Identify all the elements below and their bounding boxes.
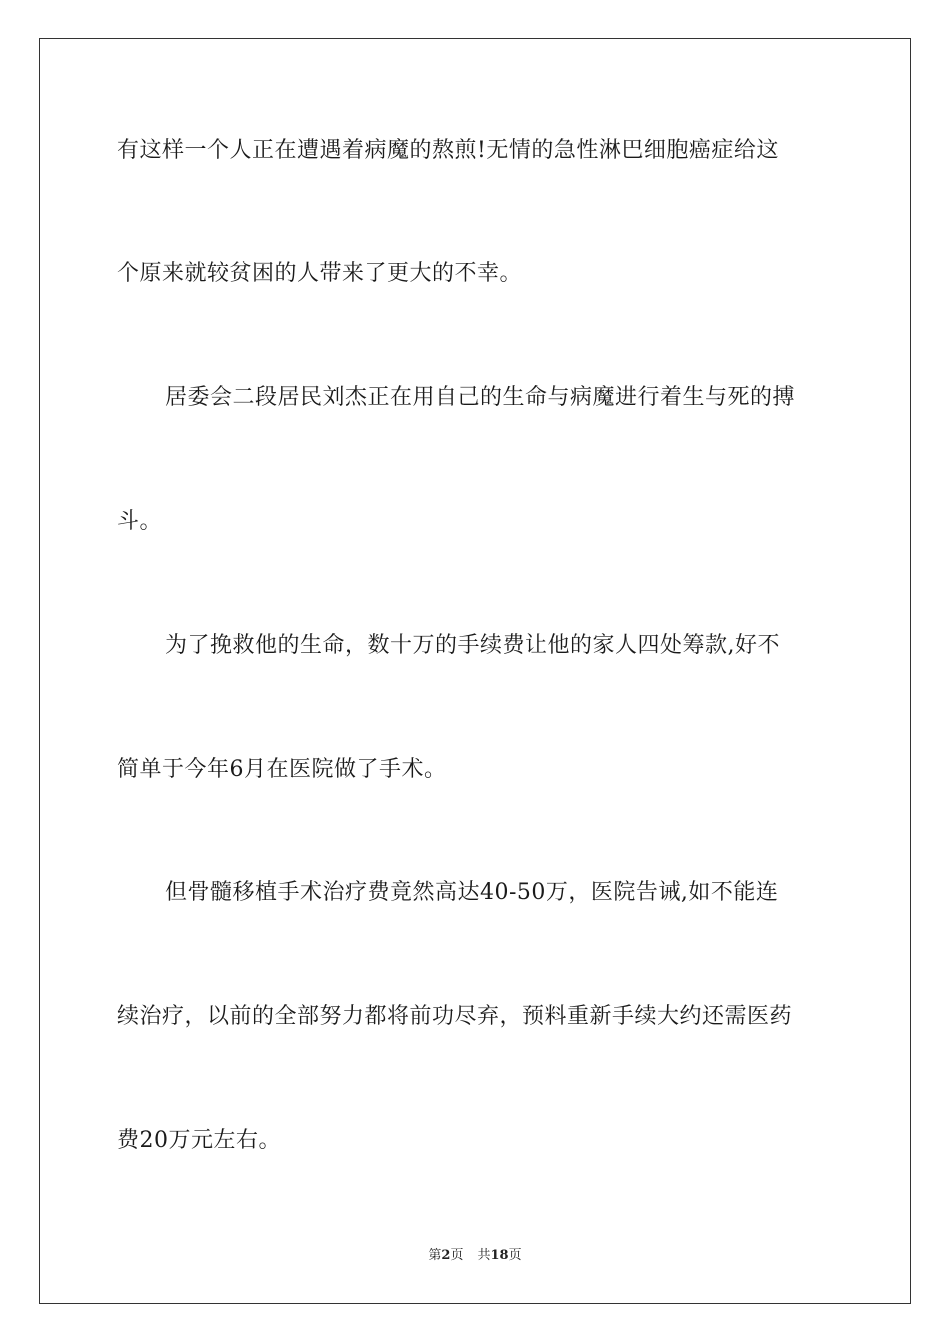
page-prefix: 第 xyxy=(428,1248,442,1263)
paragraph-1-line-1: 有这样一个人正在遭遇着病魔的熬煎!无情的急性淋巴细胞癌症给这 xyxy=(117,138,779,163)
paragraph-3-line-2: 简单于今年6月在医院做了手术。 xyxy=(117,757,447,782)
paragraph-2-line-1: 居委会二段居民刘杰正在用自己的生命与病魔进行着生与死的搏 xyxy=(165,385,796,410)
paragraph-3-line-1: 为了挽救他的生命，数十万的手续费让他的家人四处筹款,好不 xyxy=(165,633,780,658)
paragraph-4-line-1: 但骨髓移植手术治疗费竟然高达40-50万，医院告诫,如不能连 xyxy=(165,880,779,905)
page-number: 2 xyxy=(441,1248,451,1263)
paragraph-1-line-2: 个原来就较贫困的人带来了更大的不幸。 xyxy=(117,261,523,286)
total-pages: 18 xyxy=(490,1248,509,1263)
paragraph-4-line-3: 费20万元左右。 xyxy=(117,1128,281,1153)
paragraph-2-line-2: 斗。 xyxy=(117,509,163,534)
total-prefix: 共 xyxy=(477,1248,491,1263)
paragraph-4-line-2: 续治疗，以前的全部努力都将前功尽弃，预料重新手续大约还需医药 xyxy=(117,1004,793,1029)
page-frame xyxy=(39,38,911,1304)
page-suffix: 页 xyxy=(450,1248,464,1263)
page-footer xyxy=(0,1247,950,1265)
total-suffix: 页 xyxy=(508,1248,522,1263)
